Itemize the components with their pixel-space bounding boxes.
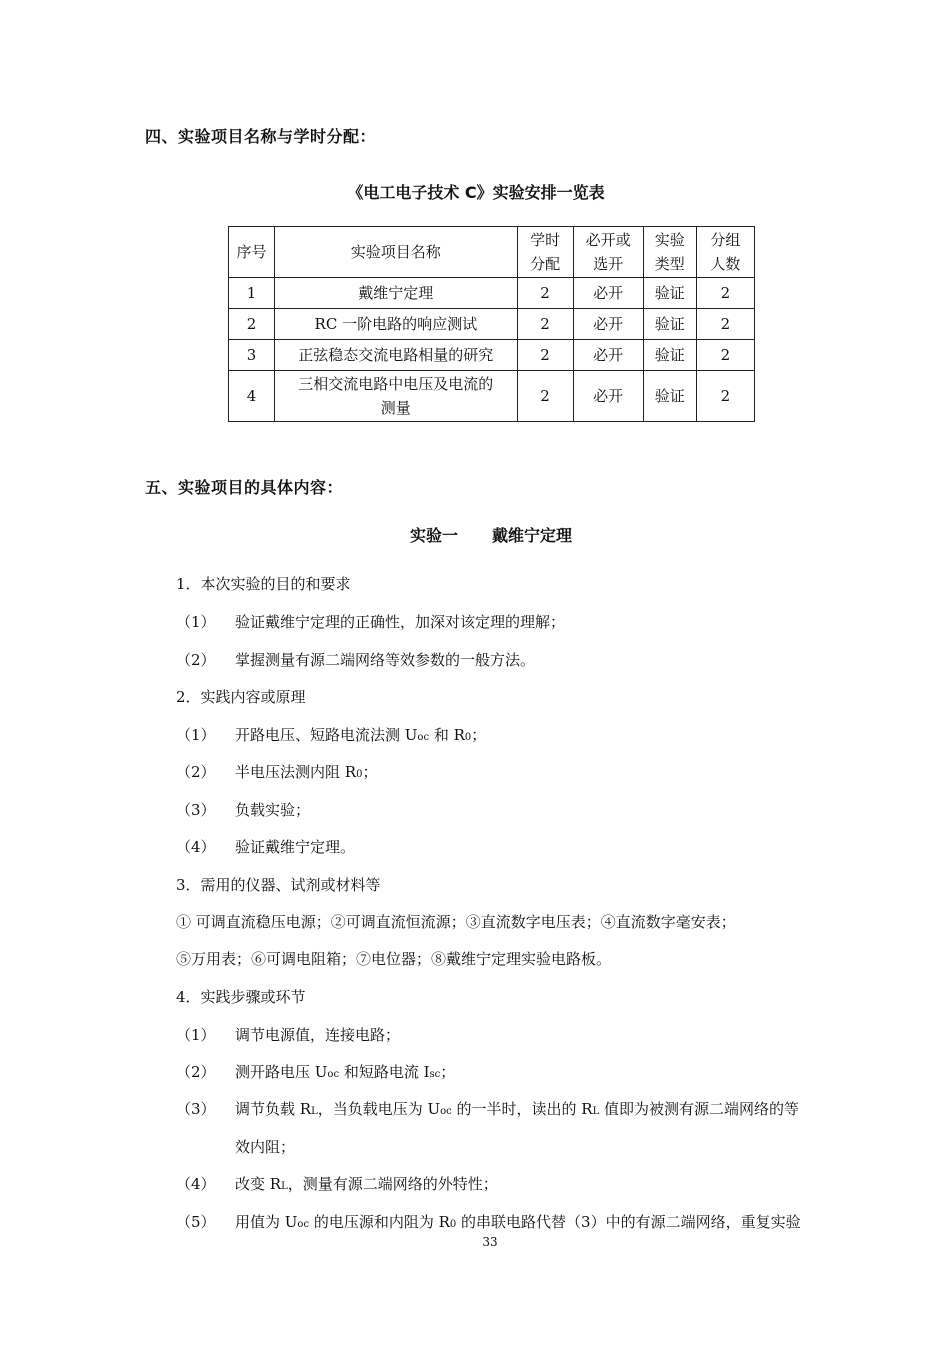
- text-run: 的电压源和内阻为 R: [309, 1213, 450, 1231]
- cell-required: 必开: [573, 278, 643, 309]
- subscript: oc: [297, 1219, 310, 1230]
- subscript: L: [311, 1106, 318, 1117]
- cell-type: 验证: [643, 371, 696, 422]
- text-run: ，测量有源二端网络的外特性；: [287, 1175, 498, 1193]
- text-run: ；: [440, 1063, 456, 1081]
- header-type-line1: 实验: [654, 231, 685, 249]
- equipment-list-line1: ① 可调直流稳压电源；②可调直流恒流源；③直流数字电压表；④直流数字毫安表；: [176, 913, 736, 931]
- subsection-heading-2: 2．实践内容或原理: [176, 688, 306, 706]
- text-run: 的串联电路代替（3）中的有源二端网络，重复实验: [456, 1213, 801, 1231]
- item-number: （2）: [176, 651, 216, 669]
- cell-name: [275, 371, 517, 422]
- cell-group: 2: [696, 371, 754, 422]
- item-number: （4）: [176, 1175, 216, 1193]
- item-number: （1）: [176, 613, 216, 631]
- table-title: 《电工电子技术 C》实验安排一览表: [347, 183, 605, 202]
- section-heading-4: 四、实验项目名称与学时分配：: [145, 127, 377, 146]
- subsection-heading-1: 1．本次实验的目的和要求: [176, 575, 351, 593]
- cell-type: 验证: [643, 278, 696, 309]
- item-text: 负载实验；: [235, 801, 311, 819]
- subscript: L: [592, 1106, 600, 1117]
- header-group: [696, 227, 754, 278]
- table-row: [229, 371, 755, 422]
- experiment-title: [0, 523, 952, 546]
- header-group-line1: 分组: [710, 231, 741, 249]
- text-run: 改变 R: [235, 1175, 282, 1193]
- header-type-line2: 类型: [654, 255, 685, 273]
- text-run: ，当负载电压为 U: [317, 1100, 441, 1118]
- header-required-line2: 选开: [593, 255, 624, 273]
- subsection-heading-3: 3．需用的仪器、试剂或材料等: [176, 876, 381, 894]
- cell-required: 必开: [573, 371, 643, 422]
- section-heading-5: 五、实验项目的具体内容：: [145, 478, 344, 497]
- table-row: [229, 309, 755, 340]
- cell-hours: 2: [517, 309, 573, 340]
- item-number: （4）: [176, 838, 216, 856]
- cell-name-line1: 三相交流电路中电压及电流的: [298, 375, 494, 393]
- cell-hours: 2: [517, 278, 573, 309]
- subscript: 0: [356, 769, 363, 780]
- subscript: 0: [464, 732, 472, 743]
- cell-required: 必开: [573, 309, 643, 340]
- subscript: 0: [449, 1219, 457, 1230]
- cell-type: 验证: [643, 340, 696, 371]
- item-number: （3）: [176, 801, 216, 819]
- text-run: 调节负载 R: [235, 1100, 312, 1118]
- table-row: [229, 340, 755, 371]
- experiment-name: 戴维宁定理: [492, 526, 573, 545]
- item-number: （1）: [176, 726, 216, 744]
- cell-hours: 2: [517, 340, 573, 371]
- item-text: [235, 724, 486, 745]
- cell-seq: 2: [229, 309, 275, 340]
- page-number: 33: [482, 1235, 498, 1249]
- cell-seq: 1: [229, 278, 275, 309]
- cell-type: 验证: [643, 309, 696, 340]
- item-text: 验证戴维宁定理。: [235, 838, 356, 856]
- text-run: 用值为 U: [235, 1213, 298, 1231]
- cell-hours: 2: [517, 371, 573, 422]
- experiment-schedule-table: [228, 226, 755, 422]
- item-text: [235, 1173, 498, 1194]
- text-run: ；: [362, 763, 378, 781]
- cell-group: 2: [696, 278, 754, 309]
- cell-name: 正弦稳态交流电路相量的研究: [275, 340, 517, 371]
- table-header-row: [229, 227, 755, 278]
- cell-group: 2: [696, 340, 754, 371]
- header-type: [643, 227, 696, 278]
- subscript: sc: [429, 1069, 441, 1080]
- text-run: 的一半时，读出的 R: [451, 1100, 593, 1118]
- header-required: [573, 227, 643, 278]
- text-run: ；: [471, 726, 487, 744]
- subscript: L: [281, 1181, 288, 1192]
- header-hours-line1: 学时: [530, 231, 561, 249]
- item-number: （1）: [176, 1026, 216, 1044]
- cell-required: 必开: [573, 340, 643, 371]
- text-run: 开路电压、短路电流法测 U: [235, 726, 418, 744]
- header-seq: 序号: [229, 227, 275, 278]
- item-text: 调节电源值，连接电路；: [235, 1026, 401, 1044]
- subsection-heading-4: 4．实践步骤或环节: [176, 988, 306, 1006]
- cell-group: 2: [696, 309, 754, 340]
- subscript: oc: [440, 1106, 452, 1117]
- item-text: [235, 1211, 801, 1232]
- item-text: [235, 1098, 799, 1119]
- item-text-continuation: 效内阻；: [235, 1138, 296, 1156]
- header-group-line2: 人数: [710, 255, 741, 273]
- experiment-number: 实验一: [409, 526, 458, 545]
- subscript: oc: [417, 732, 430, 743]
- text-run: 半电压法测内阻 R: [235, 763, 357, 781]
- text-run: 和短路电流 I: [339, 1063, 430, 1081]
- text-run: 测开路电压 U: [235, 1063, 328, 1081]
- item-text: [235, 1061, 455, 1082]
- item-number: （5）: [176, 1213, 216, 1231]
- text-run: 和 R: [429, 726, 465, 744]
- header-required-line1: 必开或: [585, 231, 631, 249]
- header-name: 实验项目名称: [275, 227, 517, 278]
- text-run: 值即为被测有源二端网络的等: [599, 1100, 800, 1118]
- item-text: 验证戴维宁定理的正确性，加深对该定理的理解；: [235, 613, 566, 631]
- item-number: （2）: [176, 1063, 216, 1081]
- cell-name-line2: 测量: [380, 399, 411, 417]
- equipment-list-line2: ⑤万用表；⑥可调电阻箱；⑦电位器；⑧戴维宁定理实验电路板。: [176, 950, 612, 968]
- item-number: （3）: [176, 1100, 216, 1118]
- cell-name: 戴维宁定理: [275, 278, 517, 309]
- header-hours: [517, 227, 573, 278]
- cell-name: RC 一阶电路的响应测试: [275, 309, 517, 340]
- cell-seq: 4: [229, 371, 275, 422]
- item-number: （2）: [176, 763, 216, 781]
- item-text: [235, 761, 377, 782]
- header-hours-line2: 分配: [530, 255, 561, 273]
- table-row: [229, 278, 755, 309]
- item-text: 掌握测量有源二端网络等效参数的一般方法。: [235, 651, 536, 669]
- subscript: oc: [327, 1069, 340, 1080]
- cell-seq: 3: [229, 340, 275, 371]
